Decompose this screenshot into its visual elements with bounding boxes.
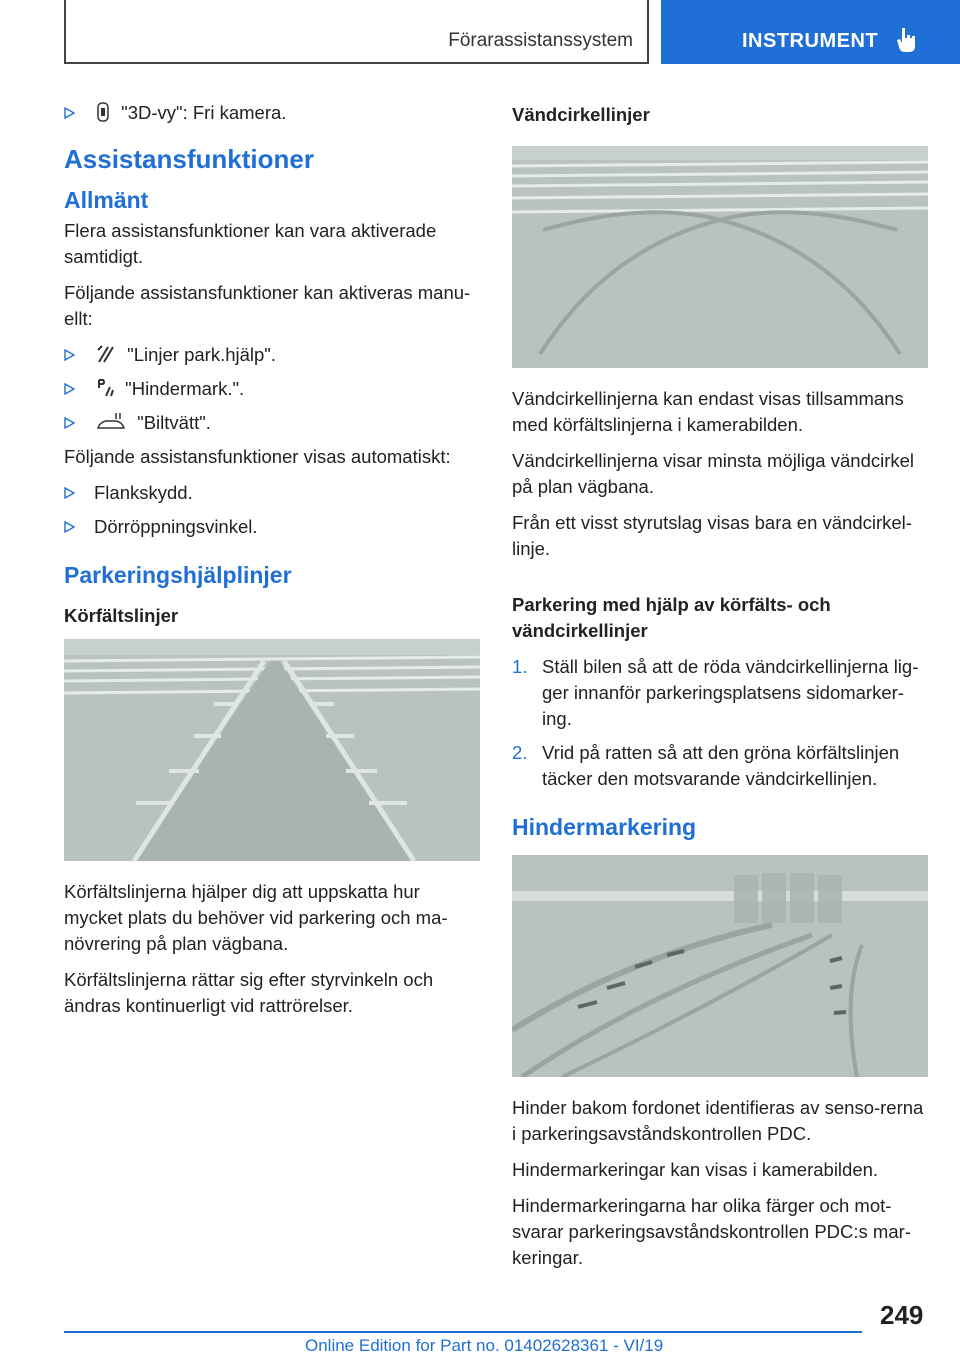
- step-number: 1.: [512, 656, 528, 677]
- triangle-bullet-icon: [64, 107, 75, 119]
- paragraph: Hindermarkeringarna har olika färger och mot-svarar parkeringsavståndskontrollen PDC:s mar-keringar.: [512, 1195, 911, 1268]
- camera-3d-icon: [96, 102, 110, 122]
- list-item-obstacle-marking: [64, 376, 480, 402]
- list-item-text: Dörröppningsvinkel.: [94, 516, 258, 537]
- paragraph: Hindermarkeringar kan visas i kamerabilden.: [512, 1159, 879, 1180]
- heading-hindermarkering: Hindermarkering: [512, 814, 697, 840]
- triangle-bullet-icon: [64, 521, 75, 533]
- page-number: 249: [880, 1300, 924, 1330]
- step-item: [512, 654, 928, 732]
- step-text: Ställ bilen så att de röda vändcirkellinjerna lig-ger innanför parkeringsplatsens sidomarker-ing.: [542, 656, 919, 729]
- step-number: 2.: [512, 742, 528, 763]
- heading-allmant: Allmänt: [64, 187, 149, 213]
- paragraph: Från ett visst styrutslag visas bara en vändcirkel-linje.: [512, 512, 912, 559]
- header-section-box: [64, 0, 649, 64]
- step-item: [512, 740, 928, 792]
- list-item-flank: [64, 480, 480, 506]
- parking-lines-icon: [96, 344, 116, 364]
- turning-circle-figure: [512, 146, 928, 368]
- obstacle-marking-icon: [96, 378, 114, 398]
- edition-text: Online Edition for Part no. 01402628361 - VI/19: [305, 1336, 664, 1355]
- paragraph: Följande assistansfunktioner visas automatiskt:: [64, 446, 451, 467]
- heading-parkering-med-hjalp: Parkering med hjälp av körfälts- och vändcirkellinjer: [512, 594, 831, 641]
- list-item-car-wash: [64, 410, 480, 436]
- paragraph: Vändcirkellinjerna kan endast visas tillsammans med körfältslinjerna i kamerabilden.: [512, 388, 904, 435]
- header-chapter-tab[interactable]: [661, 0, 960, 64]
- list-item-text: "Linjer park.hjälp".: [127, 344, 277, 365]
- list-item-text: "3D-vy": Fri kamera.: [121, 102, 287, 123]
- footer-divider: [64, 1331, 862, 1333]
- heading-parkeringshjalplinjer: Parkeringshjälplinjer: [64, 562, 292, 588]
- paragraph: Flera assistansfunktioner kan vara aktiverade samtidigt.: [64, 220, 437, 267]
- hand-pointer-icon: [896, 26, 918, 54]
- header-chapter-title: INSTRUMENT: [742, 30, 879, 52]
- lane-lines-figure: [64, 639, 480, 861]
- paragraph: Följande assistansfunktioner kan aktiveras manu-ellt:: [64, 282, 471, 329]
- list-item-door-angle: [64, 514, 480, 540]
- triangle-bullet-icon: [64, 487, 75, 499]
- paragraph: Körfältslinjerna rättar sig efter styrvinkeln och ändras kontinuerligt vid rattrörelser.: [64, 969, 434, 1016]
- step-text: Vrid på ratten så att den gröna körfältslinjen täcker den motsvarande vändcirkellinjen.: [542, 742, 900, 789]
- car-wash-icon: [96, 412, 126, 432]
- heading-assistansfunktioner: Assistansfunktioner: [64, 144, 314, 174]
- paragraph: Vändcirkellinjerna visar minsta möjliga vändcirkel på plan vägbana.: [512, 450, 915, 497]
- header-section-title: Förarassistanssystem: [448, 30, 633, 51]
- triangle-bullet-icon: [64, 383, 75, 395]
- list-item-park-lines: [64, 342, 480, 368]
- list-item-text: "Hindermark.".: [125, 378, 245, 399]
- heading-korfaltslinjer: Körfältslinjer: [64, 605, 179, 626]
- paragraph: Hinder bakom fordonet identifieras av senso-rerna i parkeringsavståndskontrollen PDC.: [512, 1097, 924, 1144]
- list-item-text: "Biltvätt".: [137, 412, 211, 433]
- heading-vandcirkellinjer: Vändcirkellinjer: [512, 104, 650, 125]
- right-column: [512, 100, 928, 1281]
- left-column: [64, 100, 480, 1029]
- triangle-bullet-icon: [64, 349, 75, 361]
- obstacle-marking-figure: [512, 855, 928, 1077]
- list-item-3d-view: [64, 100, 480, 126]
- list-item-text: Flankskydd.: [94, 482, 193, 503]
- paragraph: Körfältslinjerna hjälper dig att uppskatta hur mycket plats du behöver vid parkering och ma-növrering på plan vägbana.: [64, 881, 448, 954]
- triangle-bullet-icon: [64, 417, 75, 429]
